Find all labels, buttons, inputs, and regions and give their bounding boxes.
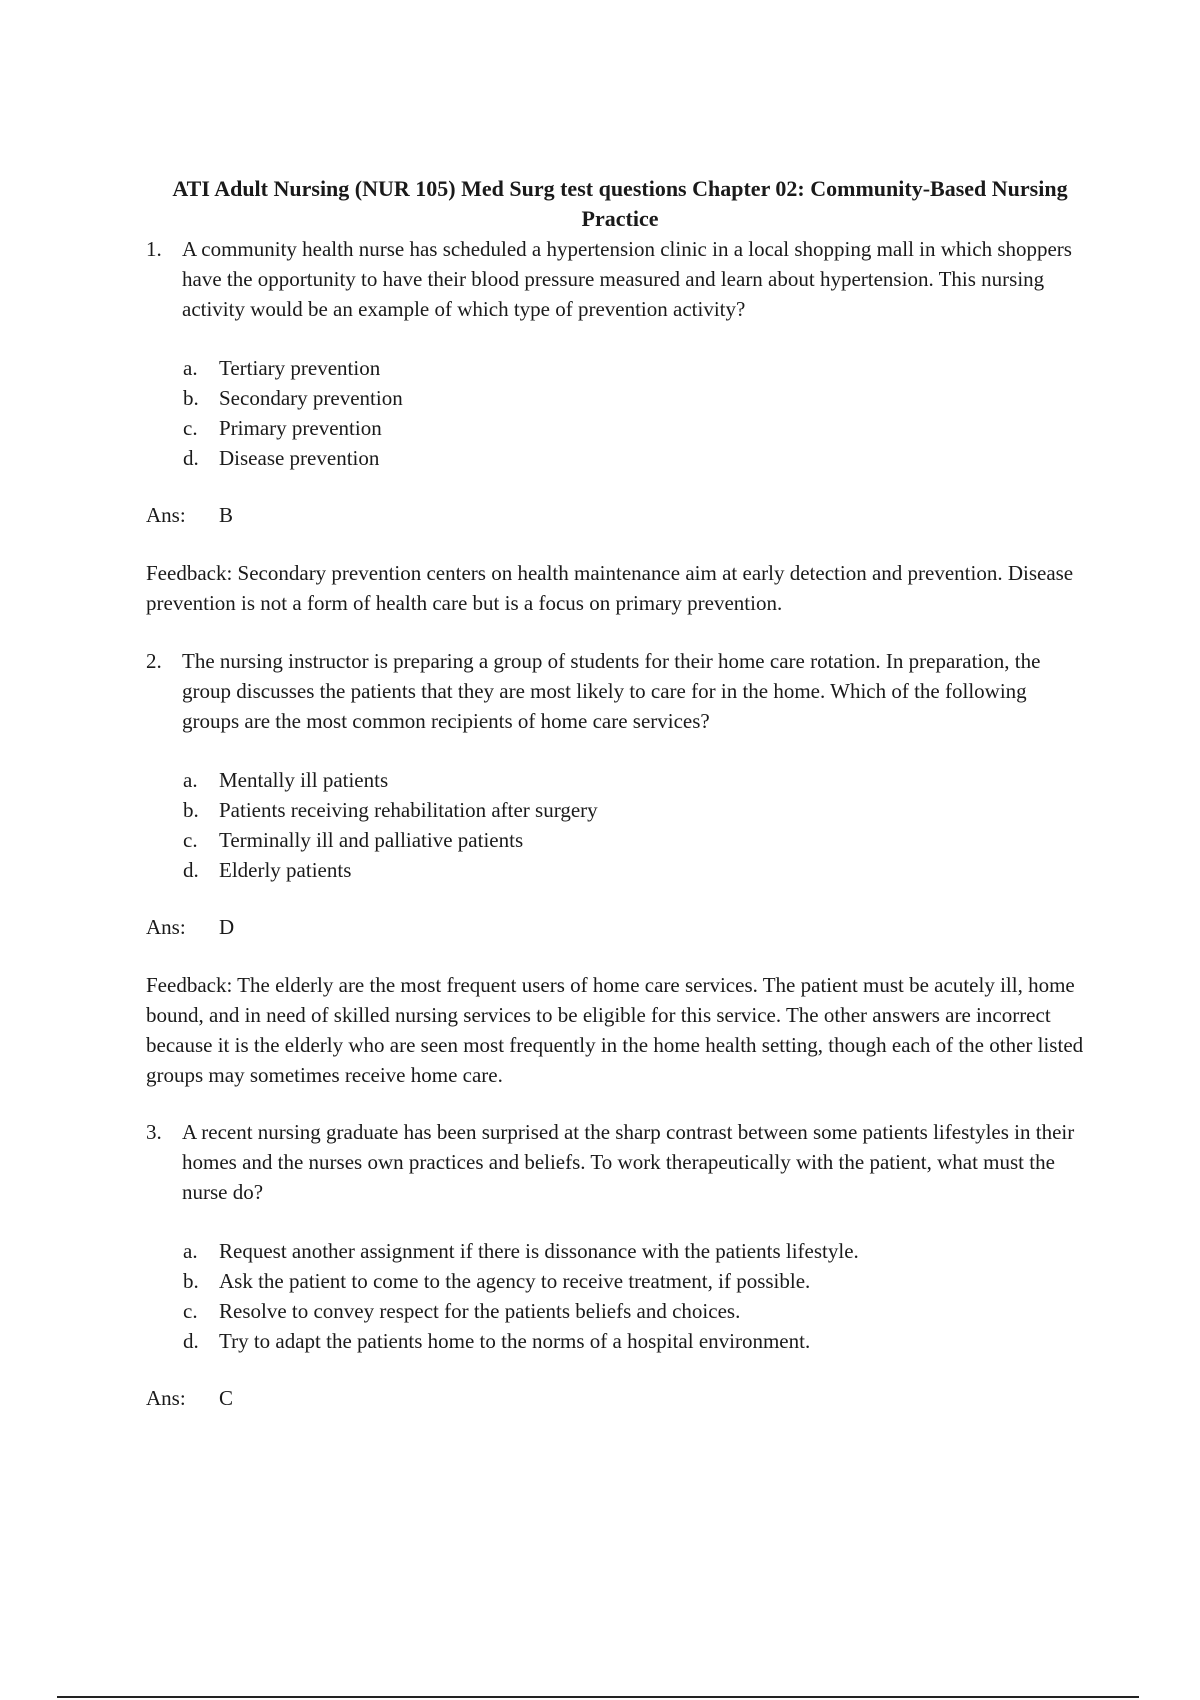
option-c	[183, 1296, 859, 1326]
question-2-feedback: Feedback: The elderly are the most frequent users of home care services. The patient must be acutely ill, home bound, and in need of skilled nursing services to be eligible for this service. The other answers are incorrect because it is the elderly who are seen most frequently in the home health setting, though each of the other listed groups may sometimes receive home care.	[146, 973, 1084, 1087]
option-letter: a.	[183, 1239, 198, 1263]
option-letter: a.	[183, 768, 198, 792]
option-letter: b.	[183, 1269, 199, 1293]
answer-value: D	[219, 915, 235, 939]
question-2-options	[183, 765, 598, 885]
question-3-options	[183, 1236, 859, 1356]
option-text: Request another assignment if there is dissonance with the patients lifestyle.	[219, 1239, 859, 1263]
option-b	[183, 795, 598, 825]
question-2	[146, 646, 1086, 736]
option-letter: c.	[183, 828, 198, 852]
option-b	[183, 1266, 859, 1296]
option-d	[183, 855, 598, 885]
question-text: The nursing instructor is preparing a group of students for their home care rotation. In preparation, the group discusses the patients that they are most likely to care for in the home. Which of the following groups are the most common recipients of home care services?	[182, 649, 1041, 733]
option-a	[183, 765, 598, 795]
option-letter: c.	[183, 1299, 198, 1323]
option-text: Ask the patient to come to the agency to receive treatment, if possible.	[219, 1269, 811, 1293]
option-text: Disease prevention	[219, 446, 380, 470]
option-a	[183, 353, 403, 383]
answer-label: Ans:	[146, 1386, 186, 1410]
option-text: Patients receiving rehabilitation after surgery	[219, 798, 598, 822]
document-title: ATI Adult Nursing (NUR 105) Med Surg test questions Chapter 02: Community-Based Nursing Practice	[172, 176, 1068, 231]
question-number: 2.	[146, 649, 162, 673]
answer-label: Ans:	[146, 503, 186, 527]
option-text: Secondary prevention	[219, 386, 403, 410]
question-3	[146, 1117, 1086, 1207]
option-letter: d.	[183, 446, 199, 470]
option-text: Tertiary prevention	[219, 356, 381, 380]
option-letter: b.	[183, 798, 199, 822]
option-letter: b.	[183, 386, 199, 410]
option-d	[183, 443, 403, 473]
question-text: A community health nurse has scheduled a hypertension clinic in a local shopping mall in which shoppers have the opportunity to have their blood pressure measured and learn about hypertension. This nursing activity would be an example of which type of prevention activity?	[182, 237, 1072, 321]
question-1-options	[183, 353, 403, 473]
option-d	[183, 1326, 859, 1356]
question-1-feedback: Feedback: Secondary prevention centers on health maintenance aim at early detection and prevention. Disease prevention is not a form of health care but is a focus on primary prevention.	[146, 561, 1074, 615]
answer-label: Ans:	[146, 915, 186, 939]
option-text: Try to adapt the patients home to the norms of a hospital environment.	[219, 1329, 811, 1353]
option-text: Resolve to convey respect for the patients beliefs and choices.	[219, 1299, 741, 1323]
option-c	[183, 413, 403, 443]
question-number: 3.	[146, 1120, 162, 1144]
option-b	[183, 383, 403, 413]
question-3-answer	[146, 1383, 233, 1413]
question-text: A recent nursing graduate has been surprised at the sharp contrast between some patients lifestyles in their homes and the nurses own practices and beliefs. To work therapeutically with the patient, what must the nurse do?	[182, 1120, 1075, 1204]
answer-value: B	[219, 503, 234, 527]
option-a	[183, 1236, 859, 1266]
option-letter: d.	[183, 858, 199, 882]
option-text: Mentally ill patients	[219, 768, 389, 792]
option-letter: d.	[183, 1329, 199, 1353]
question-2-answer	[146, 912, 234, 942]
footer-divider	[57, 1696, 1139, 1698]
answer-value: C	[219, 1386, 234, 1410]
question-number: 1.	[146, 237, 162, 261]
option-text: Terminally ill and palliative patients	[219, 828, 524, 852]
option-text: Elderly patients	[219, 858, 352, 882]
question-1-answer	[146, 500, 233, 530]
option-c	[183, 825, 598, 855]
option-letter: c.	[183, 416, 198, 440]
option-letter: a.	[183, 356, 198, 380]
question-1	[146, 234, 1086, 324]
option-text: Primary prevention	[219, 416, 382, 440]
